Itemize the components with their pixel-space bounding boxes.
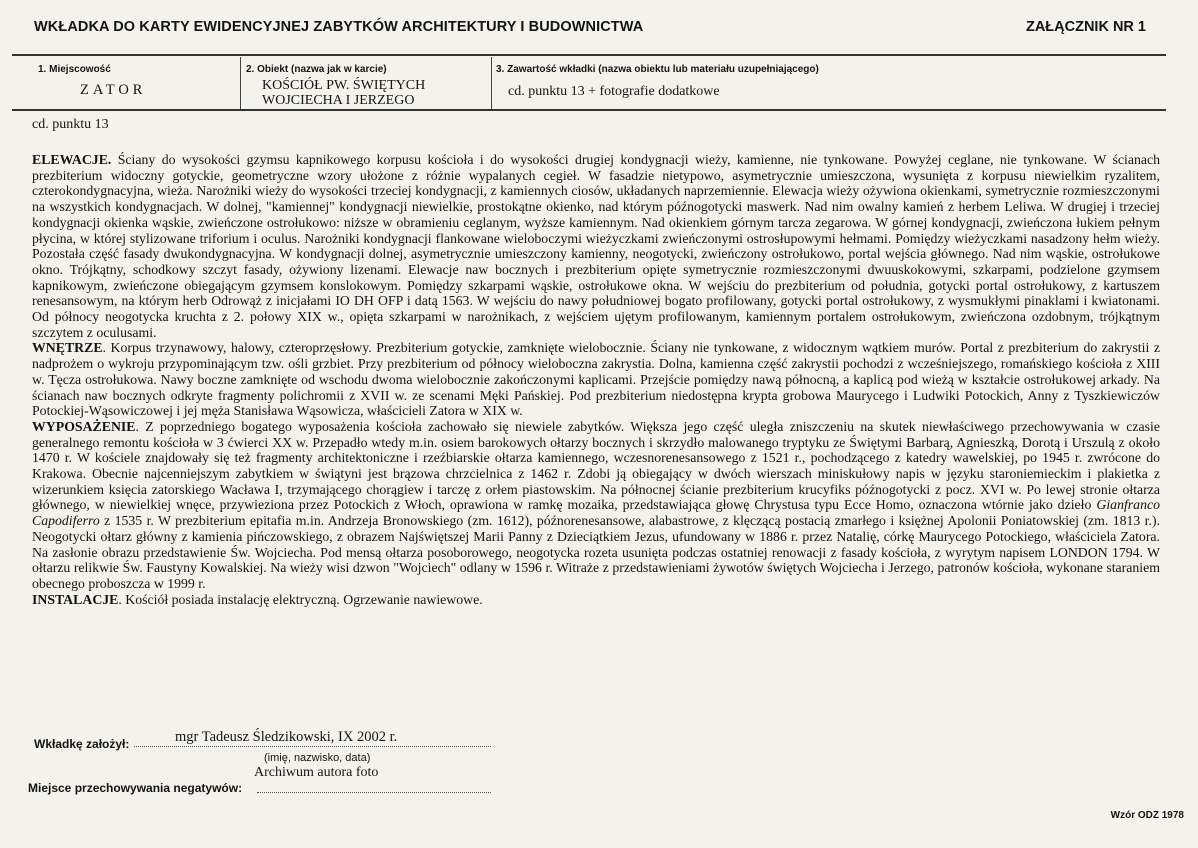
field-divider-1 bbox=[240, 57, 241, 109]
section-heading-elewacje: ELEWACJE. bbox=[32, 152, 112, 167]
object-value bbox=[262, 78, 492, 108]
section-heading-instalacje: INSTALACJE bbox=[32, 591, 119, 607]
form-code: Wzór ODZ 1978 bbox=[1110, 810, 1184, 821]
author-value: mgr Tadeusz Śledzikowski, IX 2002 r. bbox=[175, 729, 398, 745]
section-text-wnetrze: . Korpus trzynawowy, halowy, czteroprzęsłowy. Prezbiterium gotyckie, zamknięte wielobocznie. Ściany nie tynkowane, z widocznym wątkiem murów. Portal z prezbiterium do zakrystii z nadprożem o wykroju przypominającym tzw. ośli grzbiet. Przy prezbiterium od północy wieloboczna zakrystia. Dolna, kamienna część zakrystii pochodzi z wcześniejszego, romańskiego kościoła z XIII w. Tęcza ostrołukowa. Nawy boczne zamknięte od wschodu dwoma wielobocznie zakończonymi kaplicami. Przejście pomiędzy nawą północną, a kaplicą pod wieżą w kształcie ostrołukowej arkady. Na ścianach naw bocznych odkryte fragmenty polichromii z XVII w. ze scenami Męki Pańskiej. Pod prezbiterium niedostępna krypta grobowa Maurycego i Ludwiki Potockich, Anny z Tyszkiewiczów Potockiej-Wąsowiczowej i jej męża Stanisława Wąsowicza, właścicieli Zatora w XIX w. bbox=[32, 340, 1160, 419]
archive-value: Archiwum autora foto bbox=[254, 765, 379, 780]
negatives-dotted-line bbox=[257, 792, 491, 793]
section-heading-wyposazenie: WYPOSAŻENIE bbox=[32, 418, 136, 434]
contents-label: 3. Zawartość wkładki (nazwa obiektu lub materiału uzupełniającego) bbox=[496, 64, 819, 75]
form-title: WKŁADKA DO KARTY EWIDENCYJNEJ ZABYTKÓW ARCHITEKTURY I BUDOWNICTWA bbox=[34, 19, 644, 35]
section-heading-wnetrze: WNĘTRZE bbox=[32, 340, 103, 356]
locality-label: 1. Miejscowość bbox=[38, 64, 111, 75]
locality-value: ZATOR bbox=[80, 82, 147, 98]
section-elewacje bbox=[32, 152, 1160, 340]
section-wyposazenie bbox=[32, 419, 1160, 592]
section-text-instalacje: . Kościół posiada instalację elektryczną. Ogrzewanie nawiewowe. bbox=[118, 591, 483, 607]
description-body bbox=[32, 152, 1160, 607]
section-instalacje bbox=[32, 592, 1160, 608]
section-wnetrze bbox=[32, 340, 1160, 419]
artist-name: Gianfranco Capodiferro bbox=[32, 497, 1160, 529]
author-dotted-line bbox=[134, 746, 491, 747]
annex-number: ZAŁĄCZNIK NR 1 bbox=[1025, 19, 1146, 35]
top-divider bbox=[12, 54, 1166, 56]
author-label: Wkładkę założył: bbox=[34, 737, 130, 751]
negatives-label: Miejsce przechowywania negatywów: bbox=[28, 781, 243, 795]
section-text-elewacje: Ściany do wysokości gzymsu kapnikowego korpusu kościoła i do wysokości drugiej kondygnacji wieży, kamienne, nie tynkowane. Powyżej ceglane, nie tynkowane. W ścianach prezbiterium widoczny gotyckie, geometryczne wzory ułożone z różnie wypalanych cegieł. W fasadzie nietypowo, asymetrycznie umieszczona, wysunięta z korpusu niewielkim ryzalitem, czterokondygnacyjna, wieża. Narożniki wieży do wysokości trzeciej kondygnacji, z kamiennych ciosów, układanych naprzemiennie. Elewacja wieży ożywiona okienkami, symetrycznie rozmieszczonymi na wszystkich kondygnacjach. W dolnej, "kamiennej" kondygnacji niewielkie, prostokątne okienko, nad którym późnogotycki maswerk. Nad nim owalny kamień z herbem Leliwa. W drugiej i trzeciej kondygnacji okienka wąskie, zwieńczone ostrołukowo: niższe w obramieniu ceglanym, wyższe kamiennym. Nad okienkiem górnym tarcza zegarowa. W górnej kondygnacji, zwieńczona łukiem pełnym płycina, w której stylizowane triforium i oculus. Narożniki kondygnacji flankowane wieloboczymi wieżyczkami zwieńczonymi ostrosłupowymi hełmami. Pomiędzy wieżyczkami nasadzony hełm wieży. Pozostała część fasady dwukondygnacyjna. W kondygnacji dolnej, asymetrycznie umieszczony kamienny, neogotycki, zwieńczony ostrołukowo, portal wejścia głównego. Nad nim wąskie, ostrołukowe okno. Trójkątny, schodkowy szczyt fasady, ożywiony lizenami. Elewacje naw bocznych i prezbiterium opięte symetrycznie rozmieszczonymi dwuuskokowymi, szkarpami, podzielone gzymsem kapnikowym, zwieńczone obiegającym gzymsem konslokowym. Pomiędzy szkarpami wąskie, ostrołukowe okna. W wejściu do prezbiterium od południa, gotycki portal ostrołukowy, z kartuszem renesansowym, na którym herb Odrowąż z inicjałami IO DH OFP i datą 1563. W wejściu do nawy południowej bogato profilowany, gotycki portal ostrołukowy, z wysmukłymi pinaklami i kwiatonami. Od północy neogotycka kruchta z 2. połowy XIX w., opięta szkarpami w narożnikach, z wejściem ujętym profilowanym, kamiennym portalem ostrołukowym, zwieńczona ozdobnym, trójkątnym szczytem z oculusami. bbox=[32, 152, 1160, 340]
author-hint: (imię, nazwisko, data) bbox=[264, 752, 371, 764]
object-value-line-2: WOJCIECHA I JERZEGO bbox=[262, 93, 415, 108]
fields-bottom-divider bbox=[12, 109, 1166, 111]
object-value-line-1: KOŚCIÓŁ PW. ŚWIĘTYCH bbox=[262, 78, 426, 93]
contents-value: cd. punktu 13 + fotografie dodatkowe bbox=[508, 84, 720, 99]
object-label: 2. Obiekt (nazwa jak w karcie) bbox=[246, 64, 387, 75]
section-text-wyposazenie-cont: z 1535 r. W prezbiterium epitafia m.in. Andrzeja Bronowskiego (zm. 1612), późnorenesansowe, alabastrowe, z klęczącą postacią zmarłego i księżnej Apolonii Poniatowskiej (zm. 1813 r.). Neogotycki ołtarz główny z kamienia pińczowskiego, z obrazem Najświętszej Marii Panny z Dzieciątkiem Jezus, ufundowany w 1886 r. przez Natalię, córkę Maurycego Potockiego, właściciela Zatora. Na zasłonie obrazu przedstawienie Św. Wojciecha. Pod mensą ołtarza posoborowego, neogotycka rozeta usunięta podczas ostatniej renowacji z fasady kościoła, z wyrytym napisem LONDON 1794. W ołtarzu relikwie Św. Faustyny Kowalskiej. Na wieży wisi dzwon "Wojciech" odlany w 1596 r. Witraże z przedstawieniami żywotów świętych Wojciecha i Jerzego, patronów kościoła, wykonane staraniem obecnego proboszcza w 1999 r. bbox=[32, 513, 1160, 591]
continuation-note: cd. punktu 13 bbox=[32, 117, 109, 132]
section-text-wyposazenie: . Z poprzedniego bogatego wyposażenia kościoła zachowało się niewiele zabytków. Większa jego część uległa zniszczeniu na skutek niewłaściwego przechowywania w czasie generalnego remontu kościoła w 3 ćwierci XX w. Przepadło wtedy m.in. osiem barokowych ołtarzy bocznych i skrzydło malowanego tryptyku ze Świętymi Barbarą, Agnieszką, Dorotą i Urszulą z około 1470 r. W kościele znajdowały się też fragmenty architektoniczne i rzeźbiarskie ołtarza kamiennego, wczesnorenesansowego z 1521 r., pochodzącego z katedry wawelskiej, po 1945 r. zwrócone do Krakowa. Obecnie najcenniejszym zabytkiem w świątyni jest brązowa chrzcielnica z 1462 r. Zdobi ją obiegający w dwóch wierszach miniskułowy napis w języku staroniemieckim i plakietka z wizerunkiem księcia zatorskiego Wacława I, trzymającego chorągiew i tarczę z orłem piastowskim. Na północnej ścianie prezbiterium krucyfiks późnogotycki z pocz. XVI w. Po lewej stronie ołtarza głównego, w niewielkiej wnęce, przywieziona przez Potockich z Włoch, oprawiona w ramkę mozaika, przedstawiająca głowę Chrystusa typu Ecce Homo, oznaczona wtórnie jako dzieło bbox=[32, 418, 1160, 513]
